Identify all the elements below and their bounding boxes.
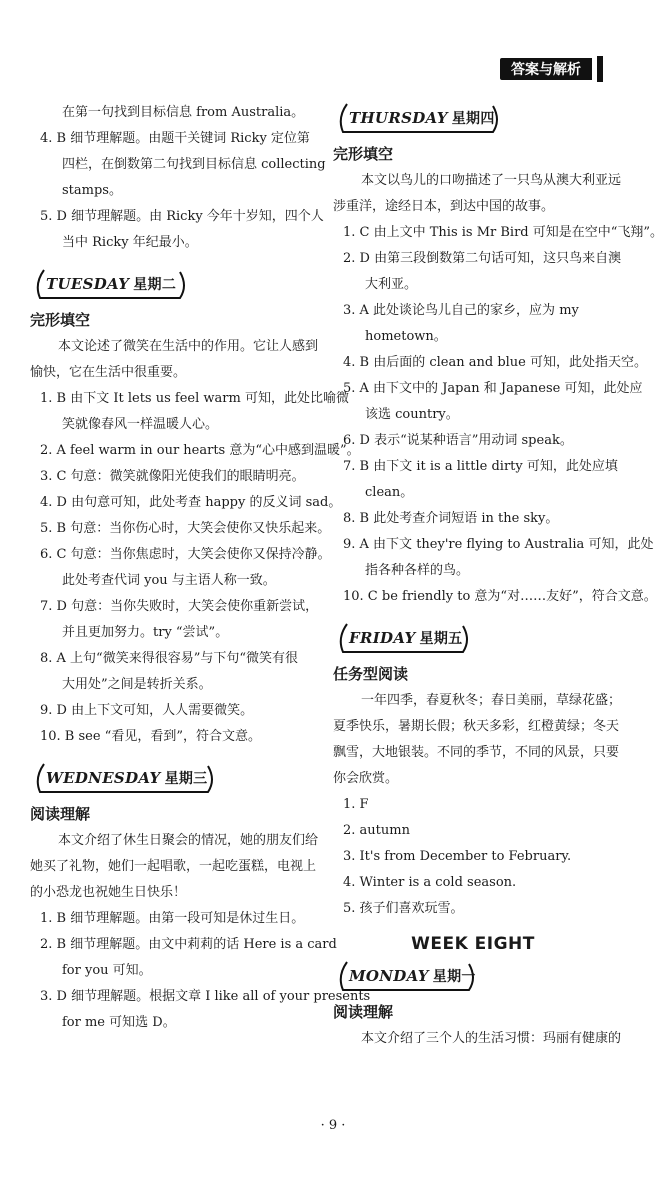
answer-line: 8. B 此处考查介词短语 in the sky。 (343, 511, 559, 526)
section-title: 阅读理解 (333, 1003, 394, 1021)
text-line: for me 可知选 D。 (62, 1015, 176, 1030)
section-title: 任务型阅读 (333, 665, 409, 683)
text-line: 并且更加努力。try “尝试”。 (62, 625, 229, 640)
answer-line: 3. A 此处谈论鸟儿自己的家乡，应为 my (343, 303, 579, 318)
text-line: 在第一句找到目标信息 from Australia。 (62, 105, 305, 120)
answer-line: 2. A feel warm in our hearts 意为“心中感到温暖”。 (40, 443, 360, 458)
answer-line: 5. A 由下文中的 Japan 和 Japanese 可知，此处应 (343, 381, 643, 396)
text-line: 指各种各样的鸟。 (365, 563, 470, 578)
text-line: 大利亚。 (365, 277, 418, 292)
section-title: 完形填空 (333, 145, 394, 163)
answer-line: 3. C 句意：微笑就像阳光使我们的眼睛明亮。 (40, 469, 305, 484)
text-line: 笑就像春风一样温暖人心。 (62, 417, 219, 432)
answer-line: 5. 孩子们喜欢玩雪。 (343, 901, 464, 916)
section-title: 阅读理解 (30, 805, 91, 823)
answer-line: 4. Winter is a cold season. (343, 875, 517, 890)
answer-line: 3. It's from December to February. (343, 849, 572, 864)
text-line: for you 可知。 (62, 963, 152, 978)
text-line: 本文介绍了休生日聚会的情况，她的朋友们给 (58, 833, 319, 848)
text-line: 该选 country。 (365, 407, 459, 422)
answer-line: 4. D 由句意可知，此处考查 happy 的反义词 sad。 (40, 495, 342, 510)
day-heading-label: WEDNESDAY 星期三 (46, 769, 208, 787)
text-line: 大用处”之间是转折关系。 (62, 677, 212, 692)
day-heading-thursday (333, 100, 613, 136)
answer-line: 7. B 由下文 it is a little dirty 可知，此处应填 (343, 459, 618, 474)
answer-line: 5. B 句意：当你伤心时，大笑会使你又快乐起来。 (40, 521, 331, 536)
text-line: 一年四季，春夏秋冬；春日美丽，草绿花盛； (361, 693, 622, 708)
text-line: stamps。 (62, 183, 122, 198)
answer-line: 1. F (343, 797, 369, 812)
answer-line: 2. autumn (343, 823, 410, 838)
text-line: clean。 (365, 485, 414, 500)
answer-line: 7. D 句意：当你失败时，大笑会使你重新尝试， (40, 599, 319, 614)
text-line: 本文以鸟儿的口吻描述了一只鸟从澳大利亚远 (361, 173, 622, 188)
day-heading-label: MONDAY 星期一 (349, 967, 476, 985)
text-line: 本文论述了微笑在生活中的作用。它让人感到 (58, 339, 319, 354)
answer-line: 4. B 由后面的 clean and blue 可知，此处指天空。 (343, 355, 647, 370)
day-heading-label: TUESDAY 星期二 (46, 275, 177, 293)
text-line: 的小恐龙也祝她生日快乐！ (30, 885, 187, 900)
text-line: 飘雪，大地银装。不同的季节，不同的风景，只要 (333, 745, 620, 760)
day-heading-label: FRIDAY 星期五 (349, 629, 463, 647)
answer-line: 2. D 由第三段倒数第二句话可知，这只鸟来自澳 (343, 251, 622, 266)
answer-line: 1. B 由下文 It lets us feel warm 可知，此处比喻微 (40, 391, 349, 406)
text-line: 此处考查代词 you 与主语人称一致。 (62, 573, 276, 588)
answer-line: 1. B 细节理解题。由第一段可知是休过生日。 (40, 911, 305, 926)
section-header-tag: 答案与解析 (500, 58, 592, 80)
week-title: WEEK EIGHT (411, 934, 535, 954)
day-heading-tuesday (30, 266, 310, 302)
text-line: 四栏，在倒数第二句找到目标信息 collecting (62, 157, 326, 172)
right-column (333, 100, 664, 1052)
text-line: 涉重洋，途经日本，到达中国的故事。 (333, 199, 555, 214)
text-line: 当中 Ricky 年纪最小。 (62, 235, 198, 250)
day-heading-wednesday (30, 760, 310, 796)
answer-line: 4. B 细节理解题。由题干关键词 Ricky 定位第 (40, 131, 310, 146)
page-number: · 9 · (320, 1118, 346, 1133)
text-line: 你会欣赏。 (333, 771, 399, 786)
answer-line: 9. A 由下文 they're flying to Australia 可知，此处 (343, 537, 654, 552)
answer-line: 9. D 由上下文可知，人人需要微笑。 (40, 703, 254, 718)
text-line: 她买了礼物，她们一起唱歌，一起吃蛋糕，电视上 (30, 859, 317, 874)
day-heading-friday (333, 620, 613, 656)
day-heading-label: THURSDAY 星期四 (349, 109, 495, 127)
header-bar-decoration (597, 56, 603, 82)
answer-line: 6. D 表示“说某种语言”用动词 speak。 (343, 433, 573, 448)
answer-line: 2. B 细节理解题。由文中莉莉的话 Here is a card (40, 937, 337, 952)
answer-line: 10. B see “看见，看到”，符合文意。 (40, 729, 261, 744)
answer-line: 6. C 句意：当你焦虑时，大笑会使你又保持冷静。 (40, 547, 331, 562)
day-heading-monday (333, 958, 613, 994)
section-title: 完形填空 (30, 311, 91, 329)
answer-line: 8. A 上句“微笑来得很容易”与下句“微笑有很 (40, 651, 298, 666)
answer-line: 3. D 细节理解题。根据文章 I like all of your presents (40, 989, 371, 1004)
answer-line: 1. C 由上文中 This is Mr Bird 可知是在空中“飞翔”。 (343, 225, 664, 240)
answer-line: 10. C be friendly to 意为“对……友好”，符合文意。 (343, 589, 657, 604)
text-line: 夏季快乐，暑期长假；秋天多彩，红橙黄绿；冬天 (333, 719, 620, 734)
answer-line: 5. D 细节理解题。由 Ricky 今年十岁知，四个人 (40, 209, 324, 224)
text-line: hometown。 (365, 329, 447, 344)
text-line: 愉快，它在生活中很重要。 (30, 365, 187, 380)
text-line: 本文介绍了三个人的生活习惯：玛丽有健康的 (361, 1031, 622, 1046)
